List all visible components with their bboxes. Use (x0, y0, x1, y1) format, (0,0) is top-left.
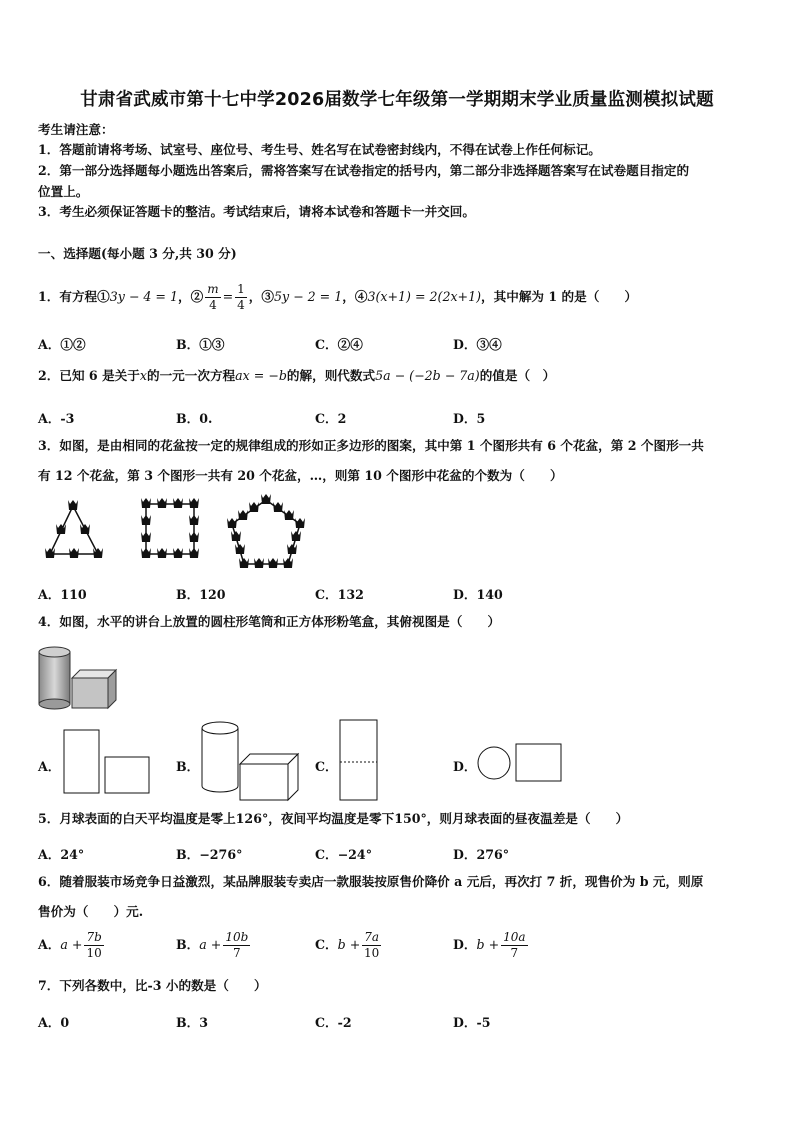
question-5: 5．月球表面的白天平均温度是零上126°，夜间平均温度是零下150°，则月球表面的昼夜温差是（ ） (38, 811, 629, 826)
cylinder-cube-figure (36, 644, 120, 712)
q3-option-b: B．120 (176, 587, 226, 602)
q5-option-c: C．−24° (315, 847, 372, 862)
question-4: 4．如图，水平的讲台上放置的圆柱形笔筒和正方体形粉笔盒，其俯视图是（ ） (38, 614, 501, 629)
notice-heading: 考生请注意： (38, 122, 114, 137)
question-6-line-2: 售价为（ ）元. (38, 904, 144, 919)
question-1: 1．有方程①3y − 4 = 1，② $\frac{m}{4}$ = $\frac{1}{4}$ ，③5y − 2 = 1，④3(x+1) = 2(2x+1)，其中解为 1 的是（ ） (38, 282, 638, 312)
question-3-line-2: 有 12 个花盆，第 3 个图形一共有 20 个花盆，…，则第 10 个图形中花盆的个数为（ ） (38, 468, 563, 483)
q2-option-d: D．5 (453, 411, 486, 426)
question-6-line-1: 6．随着服装市场竞争日益激烈，某品牌服装专卖店一款服装按原售价降价 a 元后，再次打 7 折，现售价为 b 元，则原 (38, 874, 704, 889)
q6-option-b: B．a + $\frac{10b}{7}$ (176, 930, 249, 960)
q4-option-d-label: D． (453, 759, 477, 774)
q1-option-b: B．①③ (176, 337, 225, 352)
q4-option-a-figure (60, 728, 154, 798)
q2-option-c: C．2 (315, 411, 347, 426)
q1-option-c: C．②④ (315, 337, 363, 352)
q4-option-b-figure (198, 716, 302, 804)
q5-option-a: A．24° (38, 847, 85, 862)
pentagon-pattern (227, 494, 305, 568)
q7-option-d: D．-5 (453, 1015, 491, 1030)
question-2: 2．已知 6 是关于x的一元一次方程ax = −b的解，则代数式5a − (−2b − 7a)的值是（ ） (38, 368, 556, 383)
q5-option-b: B．−276° (176, 847, 243, 862)
q2-option-b: B．0. (176, 411, 213, 426)
notice-item-1: 1．答题前请将考场、试室号、座位号、考生号、姓名写在试卷密封线内，不得在试卷上作任何标记。 (38, 142, 601, 157)
q1-option-a: A．①② (38, 337, 86, 352)
square-pattern (141, 498, 199, 558)
question-3-line-1: 3．如图，是由相同的花盆按一定的规律组成的形如正多边形的图案，其中第 1 个图形共有 6 个花盆，第 2 个图形一共 (38, 438, 704, 453)
q4-option-a-label: A． (38, 759, 61, 774)
q6-option-c: C．b + $\frac{7a}{10}$ (315, 930, 380, 960)
q5-option-d: D．276° (453, 847, 510, 862)
question-7: 7．下列各数中，比-3 小的数是（ ） (38, 978, 267, 993)
q2-option-a: A．-3 (38, 411, 75, 426)
q7-option-c: C．-2 (315, 1015, 352, 1030)
q6-option-d: D．b + $\frac{10a}{7}$ (453, 930, 526, 960)
notice-item-2-cont: 位置上。 (38, 184, 89, 199)
q3-option-a: A．110 (38, 587, 87, 602)
q7-option-a: A．0 (38, 1015, 70, 1030)
notice-item-2: 2．第一部分选择题每小题选出答案后，需将答案写在试卷指定的括号内，第二部分非选择题答案写在试卷题目指定的 (38, 163, 690, 178)
q1-option-d: D．③④ (453, 337, 502, 352)
q4-option-c-label: C． (315, 759, 338, 774)
q3-option-d: D．140 (453, 587, 503, 602)
q4-option-c-figure (337, 718, 381, 802)
q3-option-c: C．132 (315, 587, 364, 602)
q4-option-b-label: B． (176, 759, 200, 774)
q6-option-a: A．a + $\frac{7b}{10}$ (38, 930, 102, 960)
flowerpot-pattern-figure (38, 492, 310, 574)
q4-option-d-figure (475, 740, 565, 784)
q7-option-b: B．3 (176, 1015, 209, 1030)
section-heading: 一、选择题(每小题 3 分,共 30 分) (38, 246, 237, 261)
triangle-pattern (45, 500, 103, 558)
page-title: 甘肃省武威市第十七中学2026届数学七年级第一学期期末学业质量监测模拟试题 (80, 90, 714, 110)
notice-item-3: 3．考生必须保证答题卡的整洁。考试结束后，请将本试卷和答题卡一并交回。 (38, 204, 475, 219)
